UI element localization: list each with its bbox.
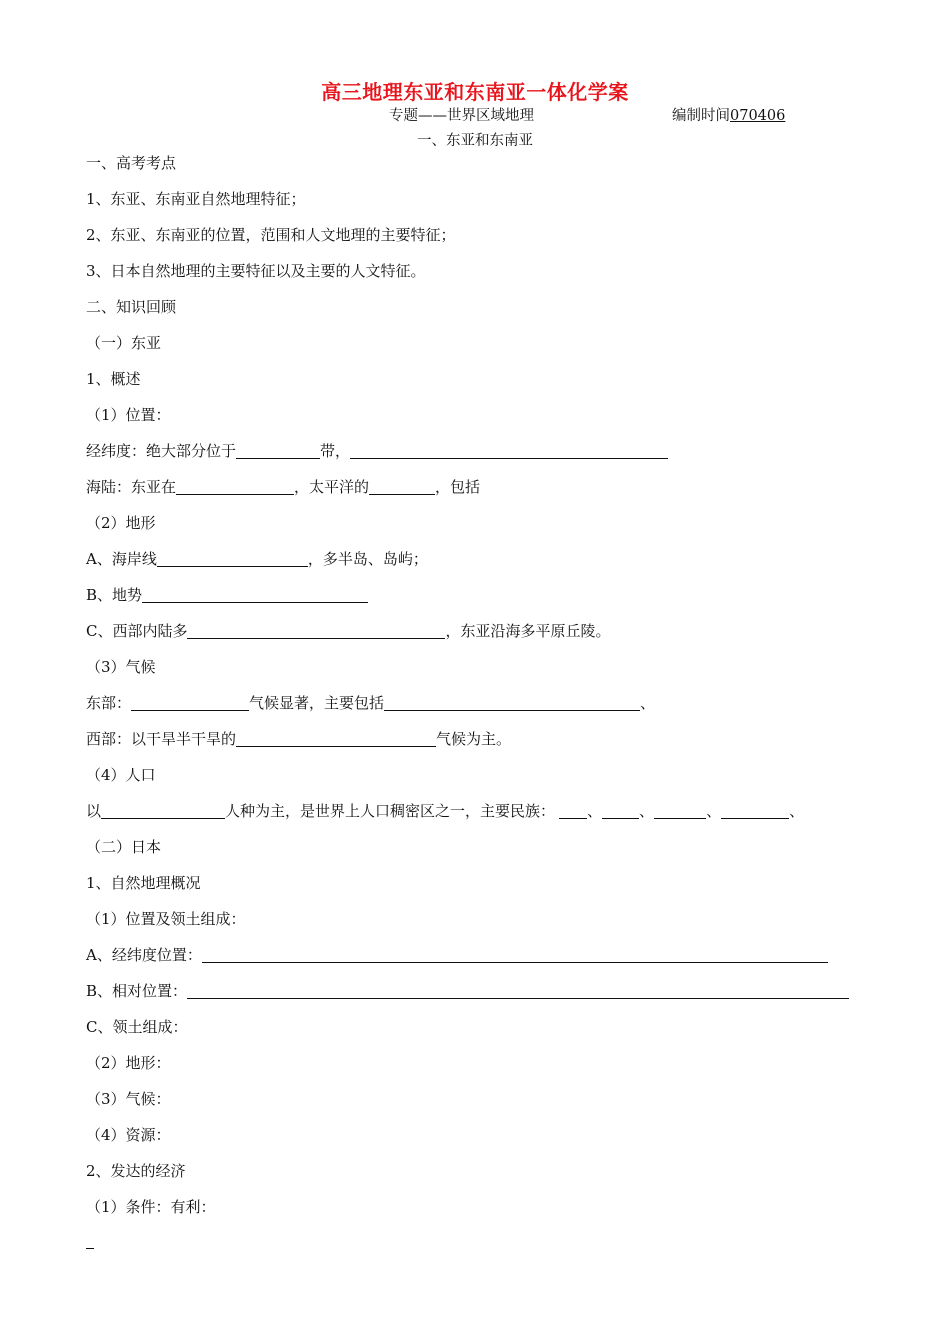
japan-latlong-label: A、经纬度位置： (86, 946, 202, 964)
japan-climate-label: （3）气候： (86, 1090, 171, 1108)
latlong-zone-text: 带， (320, 442, 351, 460)
heading-knowledge-review: 二、知识回顾 (86, 298, 177, 316)
blank-latlong-detail[interactable] (350, 443, 668, 459)
heading-natural-geography: 1、自然地理概况 (86, 874, 201, 892)
blank-continent-position[interactable] (176, 479, 294, 495)
blank-climate-zone[interactable] (236, 443, 320, 459)
japan-territory-label: C、领土组成： (86, 1018, 188, 1036)
heading-climate: （3）气候 (86, 658, 156, 676)
blank-east-climate[interactable] (131, 695, 249, 711)
heading-developed-economy: 2、发达的经济 (86, 1162, 186, 1180)
heading-exam-points: 一、高考考点 (86, 154, 177, 172)
exam-point-1: 1、东亚、东南亚自然地理特征； (86, 190, 306, 208)
blank-japan-relative[interactable] (187, 983, 849, 999)
blank-ethnic-2[interactable] (602, 803, 639, 819)
west-climate-text: 气候为主。 (436, 730, 512, 748)
heading-location-territory: （1）位置及领土组成： (86, 910, 246, 928)
heading-east-asia: （一）东亚 (86, 334, 162, 352)
blank-ethnic-3[interactable] (654, 803, 706, 819)
date-field (672, 104, 799, 125)
pacific-text: ，太平洋的 (294, 478, 370, 496)
coastal-plains-text: ，东亚沿海多平原丘陵。 (445, 622, 611, 640)
exam-point-3: 3、日本自然地理的主要特征以及主要的人文特征。 (86, 262, 426, 280)
inland-line (86, 620, 611, 641)
exam-point-2: 2、东亚、东南亚的位置，范围和人文地理的主要特征； (86, 226, 456, 244)
conditions-favorable-label: （1）条件：有利： (86, 1198, 216, 1216)
japan-relative-label: B、相对位置： (86, 982, 188, 1000)
ethnic-sep: 、 (706, 802, 722, 820)
inland-label: C、西部内陆多 (86, 622, 188, 640)
blank-pacific-position[interactable] (369, 479, 435, 495)
blank-ethnic-4[interactable] (721, 803, 789, 819)
population-text: 人种为主，是世界上人口稠密区之一，主要民族： (225, 802, 556, 820)
date-value: 070406 (730, 108, 786, 124)
heading-overview: 1、概述 (86, 370, 141, 388)
blank-ethnic-1[interactable] (559, 803, 587, 819)
coastline-text: ，多半岛、岛屿； (307, 550, 428, 568)
terrain-slope-line (86, 584, 368, 605)
blank-climate-types[interactable] (384, 695, 640, 711)
latlong-label: 经纬度：绝大部分位于 (86, 442, 237, 460)
east-climate-sep: 、 (640, 694, 656, 712)
blank-terrain-slope[interactable] (142, 587, 368, 603)
population-prefix: 以 (86, 802, 102, 820)
trailing-dash (86, 1248, 94, 1249)
japan-resources-label: （4）资源： (86, 1126, 171, 1144)
land-sea-label: 海陆：东亚在 (86, 478, 177, 496)
includes-text: ，包括 (435, 478, 481, 496)
latlong-line (86, 440, 668, 461)
coastline-label: A、海岸线 (86, 550, 157, 568)
west-climate-line (86, 728, 511, 749)
section-heading: 一、东亚和东南亚 (417, 133, 533, 149)
heading-location: （1）位置： (86, 406, 171, 424)
date-label: 编制时间 (672, 108, 730, 124)
blank-inland[interactable] (187, 623, 445, 639)
west-label: 西部：以干旱半干旱的 (86, 730, 237, 748)
heading-population: （4）人口 (86, 766, 156, 784)
blank-race[interactable] (101, 803, 225, 819)
blank-coastline[interactable] (157, 551, 308, 567)
coastline-line (86, 548, 428, 569)
east-label: 东部： (86, 694, 132, 712)
terrain-slope-label: B、地势 (86, 586, 143, 604)
japan-latlong-line (86, 944, 828, 965)
east-climate-text: 气候显著，主要包括 (249, 694, 385, 712)
heading-terrain: （2）地形 (86, 514, 156, 532)
heading-japan: （二）日本 (86, 838, 162, 856)
japan-terrain-label: （2）地形： (86, 1054, 171, 1072)
east-climate-line (86, 692, 655, 713)
blank-west-climate[interactable] (236, 731, 436, 747)
topic-label: 专题——世界区域地理 (389, 108, 534, 124)
ethnic-sep: 、 (639, 802, 655, 820)
ethnic-sep: 、 (587, 802, 603, 820)
land-sea-line (86, 476, 480, 497)
population-line (86, 800, 804, 821)
blank-japan-latlong[interactable] (202, 947, 828, 963)
ethnic-sep: 、 (789, 802, 805, 820)
japan-relative-line (86, 980, 849, 1001)
document-title: 高三地理东亚和东南亚一体化学案 (321, 80, 629, 104)
